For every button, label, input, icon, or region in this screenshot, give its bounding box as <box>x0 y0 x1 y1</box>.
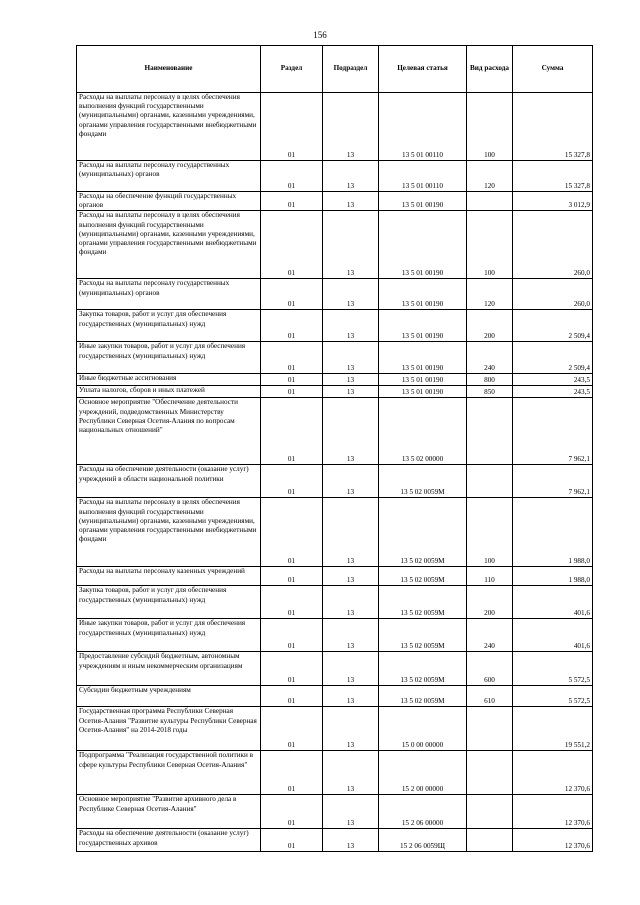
row-subsection: 13 <box>323 192 379 211</box>
row-subsection: 13 <box>323 829 379 852</box>
row-section: 01 <box>261 795 323 829</box>
table-row <box>77 652 593 686</box>
row-section: 01 <box>261 192 323 211</box>
row-target-item: 15 2 06 00000 <box>379 795 467 829</box>
row-target-item: 13 5 02 0059М <box>379 652 467 686</box>
row-expense-type <box>467 465 513 498</box>
row-subsection: 13 <box>323 707 379 751</box>
row-expense-type <box>467 192 513 211</box>
row-amount: 243,5 <box>513 386 593 398</box>
row-section: 01 <box>261 586 323 619</box>
row-amount: 2 509,4 <box>513 310 593 342</box>
row-target-item: 13 5 02 0059М <box>379 619 467 652</box>
row-amount: 19 551,2 <box>513 707 593 751</box>
table-row <box>77 398 593 465</box>
row-target-item: 15 0 00 00000 <box>379 707 467 751</box>
header-target-item: Целевая статья <box>379 46 467 93</box>
table-row <box>77 751 593 795</box>
row-target-item: 13 5 01 00190 <box>379 192 467 211</box>
table-row <box>77 586 593 619</box>
row-amount: 1 988,0 <box>513 498 593 567</box>
table-row <box>77 161 593 192</box>
header-expense-type: Вид расхода <box>467 46 513 93</box>
row-subsection: 13 <box>323 619 379 652</box>
row-section: 01 <box>261 93 323 161</box>
row-name: Расходы на выплаты персоналу государственных (муниципальных) органов <box>77 161 261 192</box>
row-section: 01 <box>261 398 323 465</box>
row-section: 01 <box>261 211 323 279</box>
header-section: Раздел <box>261 46 323 93</box>
table-row <box>77 342 593 374</box>
row-name: Расходы на выплаты персоналу в целях обеспечения выполнения функций государственными (муниципальными) органами, казенными учреждениями, органами управления государственными внебюджетными фондами <box>77 498 261 567</box>
row-section: 01 <box>261 829 323 852</box>
row-section: 01 <box>261 498 323 567</box>
header-subsection: Подраздел <box>323 46 379 93</box>
row-target-item: 13 5 02 0059М <box>379 567 467 586</box>
row-amount: 1 988,0 <box>513 567 593 586</box>
row-name: Уплата налогов, сборов и иных платежей <box>77 386 261 398</box>
row-amount: 12 370,6 <box>513 829 593 852</box>
table-row <box>77 192 593 211</box>
row-target-item: 13 5 02 00000 <box>379 398 467 465</box>
row-name: Расходы на обеспечение деятельности (оказание услуг) государственных архивов <box>77 829 261 852</box>
table-row <box>77 707 593 751</box>
row-expense-type: 200 <box>467 586 513 619</box>
row-section: 01 <box>261 279 323 310</box>
row-subsection: 13 <box>323 386 379 398</box>
page-number: 156 <box>313 30 327 40</box>
table-row <box>77 211 593 279</box>
row-subsection: 13 <box>323 342 379 374</box>
row-subsection: 13 <box>323 211 379 279</box>
row-subsection: 13 <box>323 161 379 192</box>
row-expense-type: 110 <box>467 567 513 586</box>
row-subsection: 13 <box>323 465 379 498</box>
row-amount: 7 962,1 <box>513 465 593 498</box>
row-subsection: 13 <box>323 751 379 795</box>
row-amount: 12 370,6 <box>513 751 593 795</box>
row-target-item: 13 5 01 00110 <box>379 161 467 192</box>
row-amount: 3 012,9 <box>513 192 593 211</box>
row-amount: 15 327,8 <box>513 161 593 192</box>
row-target-item: 13 5 02 0059М <box>379 498 467 567</box>
row-expense-type: 800 <box>467 374 513 386</box>
row-expense-type: 120 <box>467 279 513 310</box>
row-expense-type: 200 <box>467 310 513 342</box>
row-expense-type: 240 <box>467 342 513 374</box>
row-section: 01 <box>261 310 323 342</box>
row-name: Расходы на обеспечение деятельности (оказание услуг) учреждений в области национальной политики <box>77 465 261 498</box>
row-name: Иные закупки товаров, работ и услуг для обеспечения государственных (муниципальных) нужд <box>77 342 261 374</box>
row-target-item: 13 5 01 00190 <box>379 374 467 386</box>
row-section: 01 <box>261 161 323 192</box>
row-subsection: 13 <box>323 279 379 310</box>
row-name: Предоставление субсидий бюджетным, автономным учреждениям и иным некоммерческим организациям <box>77 652 261 686</box>
header-row <box>77 46 593 93</box>
row-name: Субсидии бюджетным учреждениям <box>77 686 261 707</box>
row-target-item: 13 5 01 00190 <box>379 279 467 310</box>
row-expense-type <box>467 795 513 829</box>
table-row <box>77 829 593 852</box>
row-name: Закупка товаров, работ и услуг для обеспечения государственных (муниципальных) нужд <box>77 310 261 342</box>
row-subsection: 13 <box>323 93 379 161</box>
table-row <box>77 686 593 707</box>
header-amount: Сумма <box>513 46 593 93</box>
row-amount: 15 327,8 <box>513 93 593 161</box>
row-expense-type: 240 <box>467 619 513 652</box>
budget-table <box>76 45 593 852</box>
table-row <box>77 93 593 161</box>
table-row <box>77 795 593 829</box>
row-target-item: 13 5 01 00190 <box>379 310 467 342</box>
row-expense-type: 100 <box>467 211 513 279</box>
row-name: Государственная программа Республики Северная Осетия-Алания "Развитие культуры Республики Северная Осетия-Алания" на 2014-2018 годы <box>77 707 261 751</box>
row-subsection: 13 <box>323 795 379 829</box>
row-name: Расходы на выплаты персоналу казенных учреждений <box>77 567 261 586</box>
row-expense-type: 600 <box>467 652 513 686</box>
row-amount: 5 572,5 <box>513 686 593 707</box>
row-target-item: 13 5 02 0059М <box>379 465 467 498</box>
row-subsection: 13 <box>323 686 379 707</box>
row-section: 01 <box>261 386 323 398</box>
table-row <box>77 279 593 310</box>
table-row <box>77 567 593 586</box>
table-row <box>77 386 593 398</box>
table-row <box>77 310 593 342</box>
row-name: Подпрограмма "Реализация государственной политики в сфере культуры Республики Северная Осетия-Алания" <box>77 751 261 795</box>
row-section: 01 <box>261 465 323 498</box>
row-expense-type <box>467 751 513 795</box>
row-section: 01 <box>261 686 323 707</box>
table-row <box>77 498 593 567</box>
row-expense-type <box>467 707 513 751</box>
row-section: 01 <box>261 342 323 374</box>
header-name: Наименование <box>77 46 261 93</box>
row-expense-type <box>467 398 513 465</box>
row-section: 01 <box>261 619 323 652</box>
row-section: 01 <box>261 374 323 386</box>
table-row <box>77 619 593 652</box>
row-expense-type <box>467 829 513 852</box>
row-target-item: 13 5 01 00190 <box>379 211 467 279</box>
row-subsection: 13 <box>323 586 379 619</box>
row-target-item: 13 5 01 00110 <box>379 93 467 161</box>
table-row <box>77 374 593 386</box>
row-section: 01 <box>261 707 323 751</box>
row-name: Расходы на обеспечение функций государственных органов <box>77 192 261 211</box>
row-amount: 260,0 <box>513 279 593 310</box>
row-name: Расходы на выплаты персоналу в целях обеспечения выполнения функций государственными (муниципальными) органами, казенными учреждениями, органами управления государственными внебюджетными фондами <box>77 93 261 161</box>
row-target-item: 13 5 02 0059М <box>379 686 467 707</box>
row-name: Иные бюджетные ассигнования <box>77 374 261 386</box>
row-expense-type: 100 <box>467 93 513 161</box>
row-subsection: 13 <box>323 310 379 342</box>
row-expense-type: 850 <box>467 386 513 398</box>
row-section: 01 <box>261 652 323 686</box>
row-target-item: 13 5 01 00190 <box>379 386 467 398</box>
row-subsection: 13 <box>323 498 379 567</box>
row-subsection: 13 <box>323 398 379 465</box>
row-name: Основное мероприятие "Развитие архивного дела в Республике Северная Осетия-Алания" <box>77 795 261 829</box>
row-amount: 5 572,5 <box>513 652 593 686</box>
row-amount: 12 370,6 <box>513 795 593 829</box>
row-name: Основное мероприятие "Обеспечение деятельности учреждений, подведомственных Министерству Республики Северная Осетия-Алания по вопросам национальных отношений" <box>77 398 261 465</box>
row-target-item: 13 5 02 0059М <box>379 586 467 619</box>
row-amount: 401,6 <box>513 619 593 652</box>
row-name: Закупка товаров, работ и услуг для обеспечения государственных (муниципальных) нужд <box>77 586 261 619</box>
row-expense-type: 100 <box>467 498 513 567</box>
row-amount: 7 962,1 <box>513 398 593 465</box>
row-name: Иные закупки товаров, работ и услуг для обеспечения государственных (муниципальных) нужд <box>77 619 261 652</box>
row-subsection: 13 <box>323 374 379 386</box>
table-row <box>77 465 593 498</box>
row-amount: 260,0 <box>513 211 593 279</box>
row-amount: 243,5 <box>513 374 593 386</box>
row-section: 01 <box>261 751 323 795</box>
row-amount: 401,6 <box>513 586 593 619</box>
row-name: Расходы на выплаты персоналу государственных (муниципальных) органов <box>77 279 261 310</box>
row-subsection: 13 <box>323 652 379 686</box>
row-expense-type: 120 <box>467 161 513 192</box>
row-target-item: 15 2 06 0059Щ <box>379 829 467 852</box>
row-subsection: 13 <box>323 567 379 586</box>
row-section: 01 <box>261 567 323 586</box>
row-name: Расходы на выплаты персоналу в целях обеспечения выполнения функций государственными (муниципальными) органами, казенными учреждениями, органами управления государственными внебюджетными фондами <box>77 211 261 279</box>
row-target-item: 15 2 00 00000 <box>379 751 467 795</box>
row-amount: 2 509,4 <box>513 342 593 374</box>
row-target-item: 13 5 01 00190 <box>379 342 467 374</box>
row-expense-type: 610 <box>467 686 513 707</box>
